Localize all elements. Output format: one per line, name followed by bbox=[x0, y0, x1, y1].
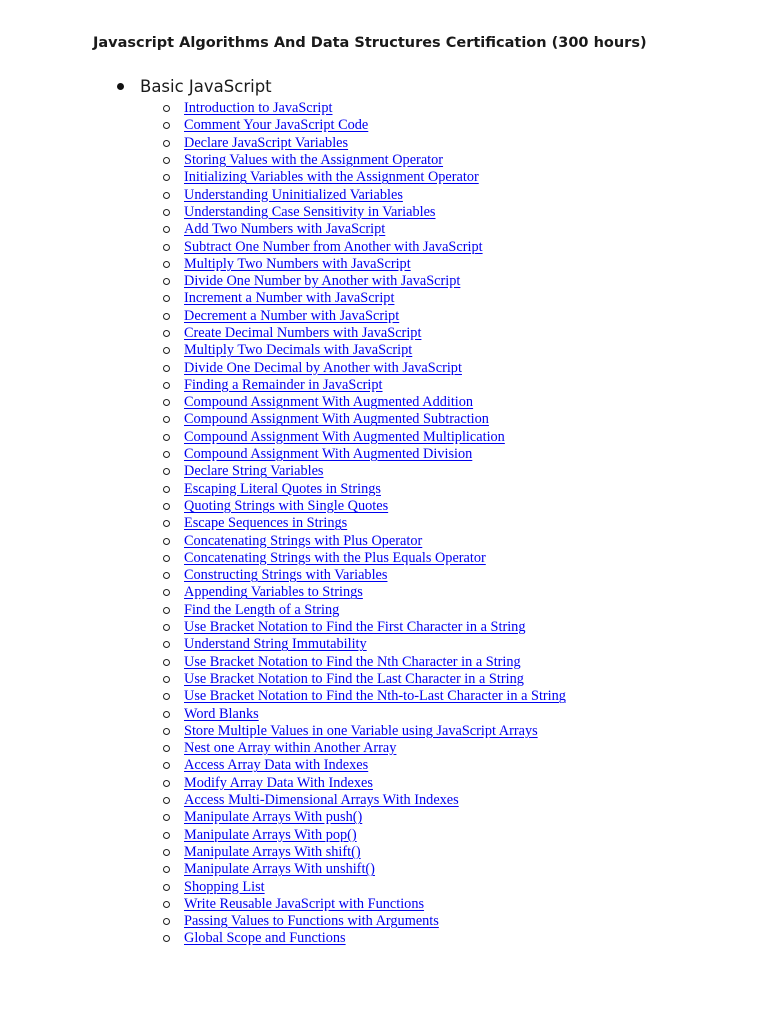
lesson-link[interactable]: Store Multiple Values in one Variable using JavaScript Arrays bbox=[184, 722, 538, 739]
lesson-link[interactable]: Access Multi-Dimensional Arrays With Indexes bbox=[184, 792, 459, 809]
list-item bbox=[115, 671, 735, 688]
lesson-link[interactable]: Constructing Strings with Variables bbox=[184, 567, 388, 584]
lesson-link[interactable]: Multiply Two Numbers with JavaScript bbox=[184, 255, 411, 272]
list-item bbox=[115, 204, 735, 221]
list-item bbox=[115, 169, 735, 186]
list-item bbox=[115, 135, 735, 152]
list-item bbox=[115, 342, 735, 359]
lesson-link[interactable]: Modify Array Data With Indexes bbox=[184, 774, 373, 791]
bullet-circle-icon bbox=[163, 140, 170, 147]
list-item bbox=[115, 238, 735, 255]
lesson-link[interactable]: Manipulate Arrays With pop() bbox=[184, 826, 357, 843]
list-item bbox=[115, 723, 735, 740]
lesson-list bbox=[115, 100, 735, 948]
list-item bbox=[115, 481, 735, 498]
bullet-circle-icon bbox=[163, 762, 170, 769]
bullet-circle-icon bbox=[163, 866, 170, 873]
list-item bbox=[115, 325, 735, 342]
lesson-link[interactable]: Introduction to JavaScript bbox=[184, 100, 333, 117]
bullet-circle-icon bbox=[163, 814, 170, 821]
list-item bbox=[115, 273, 735, 290]
lesson-link[interactable]: Escaping Literal Quotes in Strings bbox=[184, 480, 381, 497]
bullet-circle-icon bbox=[163, 434, 170, 441]
list-item bbox=[115, 359, 735, 376]
lesson-link[interactable]: Finding a Remainder in JavaScript bbox=[184, 376, 383, 393]
bullet-circle-icon bbox=[163, 901, 170, 908]
bullet-circle-icon bbox=[163, 520, 170, 527]
list-item bbox=[115, 100, 735, 117]
list-item bbox=[115, 256, 735, 273]
lesson-link[interactable]: Concatenating Strings with the Plus Equals Operator bbox=[184, 549, 486, 566]
lesson-link[interactable]: Shopping List bbox=[184, 878, 265, 895]
list-item bbox=[115, 896, 735, 913]
lesson-link[interactable]: Compound Assignment With Augmented Division bbox=[184, 446, 473, 463]
lesson-link[interactable]: Increment a Number with JavaScript bbox=[184, 290, 395, 307]
lesson-link[interactable]: Word Blanks bbox=[184, 705, 259, 722]
lesson-link[interactable]: Escape Sequences in Strings bbox=[184, 515, 348, 532]
bullet-circle-icon bbox=[163, 797, 170, 804]
bullet-circle-icon bbox=[163, 589, 170, 596]
list-item bbox=[115, 463, 735, 480]
bullet-circle-icon bbox=[163, 295, 170, 302]
bullet-circle-icon bbox=[163, 711, 170, 718]
bullet-circle-icon bbox=[163, 884, 170, 891]
bullet-circle-icon bbox=[163, 745, 170, 752]
list-item bbox=[115, 584, 735, 601]
lesson-link[interactable]: Compound Assignment With Augmented Multiplication bbox=[184, 428, 505, 445]
list-item bbox=[115, 290, 735, 307]
bullet-circle-icon bbox=[163, 261, 170, 268]
lesson-link[interactable]: Use Bracket Notation to Find the Nth-to-Last Character in a String bbox=[184, 688, 566, 705]
bullet-circle-icon bbox=[163, 157, 170, 164]
bullet-circle-icon bbox=[163, 416, 170, 423]
lesson-link[interactable]: Comment Your JavaScript Code bbox=[184, 117, 369, 134]
bullet-circle-icon bbox=[163, 693, 170, 700]
bullet-circle-icon bbox=[163, 174, 170, 181]
list-item bbox=[115, 411, 735, 428]
list-item bbox=[115, 498, 735, 515]
lesson-link[interactable]: Write Reusable JavaScript with Functions bbox=[184, 895, 425, 912]
lesson-link[interactable]: Manipulate Arrays With shift() bbox=[184, 843, 361, 860]
bullet-circle-icon bbox=[163, 659, 170, 666]
list-item bbox=[115, 567, 735, 584]
bullet-circle-icon bbox=[163, 468, 170, 475]
list-item bbox=[115, 550, 735, 567]
lesson-link[interactable]: Concatenating Strings with Plus Operator bbox=[184, 532, 423, 549]
list-item bbox=[115, 117, 735, 134]
list-item bbox=[115, 913, 735, 930]
lesson-link[interactable]: Add Two Numbers with JavaScript bbox=[184, 221, 386, 238]
bullet-circle-icon bbox=[163, 486, 170, 493]
bullet-circle-icon bbox=[163, 503, 170, 510]
bullet-circle-icon bbox=[163, 209, 170, 216]
list-item bbox=[115, 930, 735, 947]
list-item bbox=[115, 705, 735, 722]
bullet-circle-icon bbox=[163, 192, 170, 199]
lesson-link[interactable]: Understand String Immutability bbox=[184, 636, 367, 653]
bullet-circle-icon bbox=[163, 832, 170, 839]
list-item bbox=[115, 308, 735, 325]
list-item bbox=[115, 792, 735, 809]
bullet-circle-icon bbox=[163, 728, 170, 735]
lesson-link[interactable]: Create Decimal Numbers with JavaScript bbox=[184, 325, 422, 341]
list-item bbox=[115, 602, 735, 619]
bullet-circle-icon bbox=[163, 244, 170, 251]
lesson-link[interactable]: Declare JavaScript Variables bbox=[184, 134, 349, 151]
list-item bbox=[115, 775, 735, 792]
lesson-link[interactable]: Manipulate Arrays With unshift() bbox=[184, 861, 375, 878]
lesson-link[interactable]: Multiply Two Decimals with JavaScript bbox=[184, 342, 413, 359]
lesson-link[interactable]: Decrement a Number with JavaScript bbox=[184, 307, 400, 324]
lesson-link[interactable]: Use Bracket Notation to Find the First Character in a String bbox=[184, 619, 526, 636]
bullet-circle-icon bbox=[163, 572, 170, 579]
bullet-circle-icon bbox=[163, 226, 170, 233]
section-title: Basic JavaScript bbox=[140, 76, 272, 96]
bullet-circle-icon bbox=[163, 451, 170, 458]
bullet-circle-icon bbox=[163, 278, 170, 285]
lesson-link[interactable]: Storing Values with the Assignment Operator bbox=[184, 152, 444, 169]
section-basic-javascript bbox=[115, 74, 735, 948]
lesson-link[interactable]: Declare String Variables bbox=[184, 463, 324, 480]
list-item bbox=[115, 861, 735, 878]
bullet-circle-icon bbox=[163, 347, 170, 354]
list-item bbox=[115, 394, 735, 411]
lesson-link[interactable]: Use Bracket Notation to Find the Nth Character in a String bbox=[184, 653, 521, 670]
list-item bbox=[115, 654, 735, 671]
bullet-circle-icon bbox=[163, 538, 170, 545]
bullet-circle-icon bbox=[163, 555, 170, 562]
lesson-link[interactable]: Passing Values to Functions with Arguments bbox=[184, 913, 439, 930]
list-item bbox=[115, 757, 735, 774]
list-item bbox=[115, 688, 735, 705]
bullet-circle-icon bbox=[163, 918, 170, 925]
lesson-link[interactable]: Find the Length of a String bbox=[184, 601, 340, 618]
section-header bbox=[115, 74, 735, 98]
list-item bbox=[115, 221, 735, 238]
lesson-link[interactable]: Subtract One Number from Another with JavaScript bbox=[184, 238, 483, 255]
lesson-link[interactable]: Use Bracket Notation to Find the Last Character in a String bbox=[184, 670, 524, 687]
list-item bbox=[115, 740, 735, 757]
lesson-link[interactable]: Global Scope and Functions bbox=[184, 930, 346, 947]
lesson-link[interactable]: Appending Variables to Strings bbox=[184, 584, 363, 601]
lesson-link[interactable]: Understanding Uninitialized Variables bbox=[184, 186, 403, 203]
lesson-link[interactable]: Initializing Variables with the Assignment Operator bbox=[184, 169, 479, 186]
list-item bbox=[115, 186, 735, 203]
lesson-link[interactable]: Quoting Strings with Single Quotes bbox=[184, 497, 389, 514]
bullet-circle-icon bbox=[163, 399, 170, 406]
bullet-circle-icon bbox=[163, 382, 170, 389]
bullet-circle-icon bbox=[163, 607, 170, 614]
lesson-link[interactable]: Divide One Decimal by Another with JavaScript bbox=[184, 359, 462, 376]
bullet-circle-icon bbox=[163, 330, 170, 337]
list-item bbox=[115, 446, 735, 463]
lesson-link[interactable]: Understanding Case Sensitivity in Variables bbox=[184, 203, 436, 220]
list-item bbox=[115, 515, 735, 532]
list-item bbox=[115, 532, 735, 549]
list-item bbox=[115, 826, 735, 843]
lesson-link[interactable]: Compound Assignment With Augmented Addition bbox=[184, 394, 474, 411]
list-item bbox=[115, 809, 735, 826]
bullet-circle-icon bbox=[163, 935, 170, 942]
bullet-circle-icon bbox=[163, 780, 170, 787]
bullet-circle-icon bbox=[163, 641, 170, 648]
bullet-circle-icon bbox=[163, 624, 170, 631]
bullet-circle-icon bbox=[163, 676, 170, 683]
lesson-link[interactable]: Access Array Data with Indexes bbox=[184, 757, 369, 774]
list-item bbox=[115, 636, 735, 653]
bullet-circle-icon bbox=[163, 365, 170, 372]
page-title: Javascript Algorithms And Data Structures Certification (300 hours) bbox=[93, 35, 647, 51]
list-item bbox=[115, 844, 735, 861]
lesson-link[interactable]: Compound Assignment With Augmented Subtraction bbox=[184, 411, 489, 428]
bullet-circle-icon bbox=[163, 313, 170, 320]
bullet-circle-icon bbox=[163, 105, 170, 112]
lesson-link[interactable]: Divide One Number by Another with JavaScript bbox=[184, 273, 461, 290]
lesson-link[interactable]: Manipulate Arrays With push() bbox=[184, 809, 363, 826]
bullet-circle-icon bbox=[163, 122, 170, 129]
list-item bbox=[115, 619, 735, 636]
bullet-disc-icon bbox=[117, 83, 124, 90]
list-item bbox=[115, 377, 735, 394]
list-item bbox=[115, 152, 735, 169]
lesson-link[interactable]: Nest one Array within Another Array bbox=[184, 740, 397, 757]
list-item bbox=[115, 878, 735, 895]
bullet-circle-icon bbox=[163, 849, 170, 856]
list-item bbox=[115, 429, 735, 446]
